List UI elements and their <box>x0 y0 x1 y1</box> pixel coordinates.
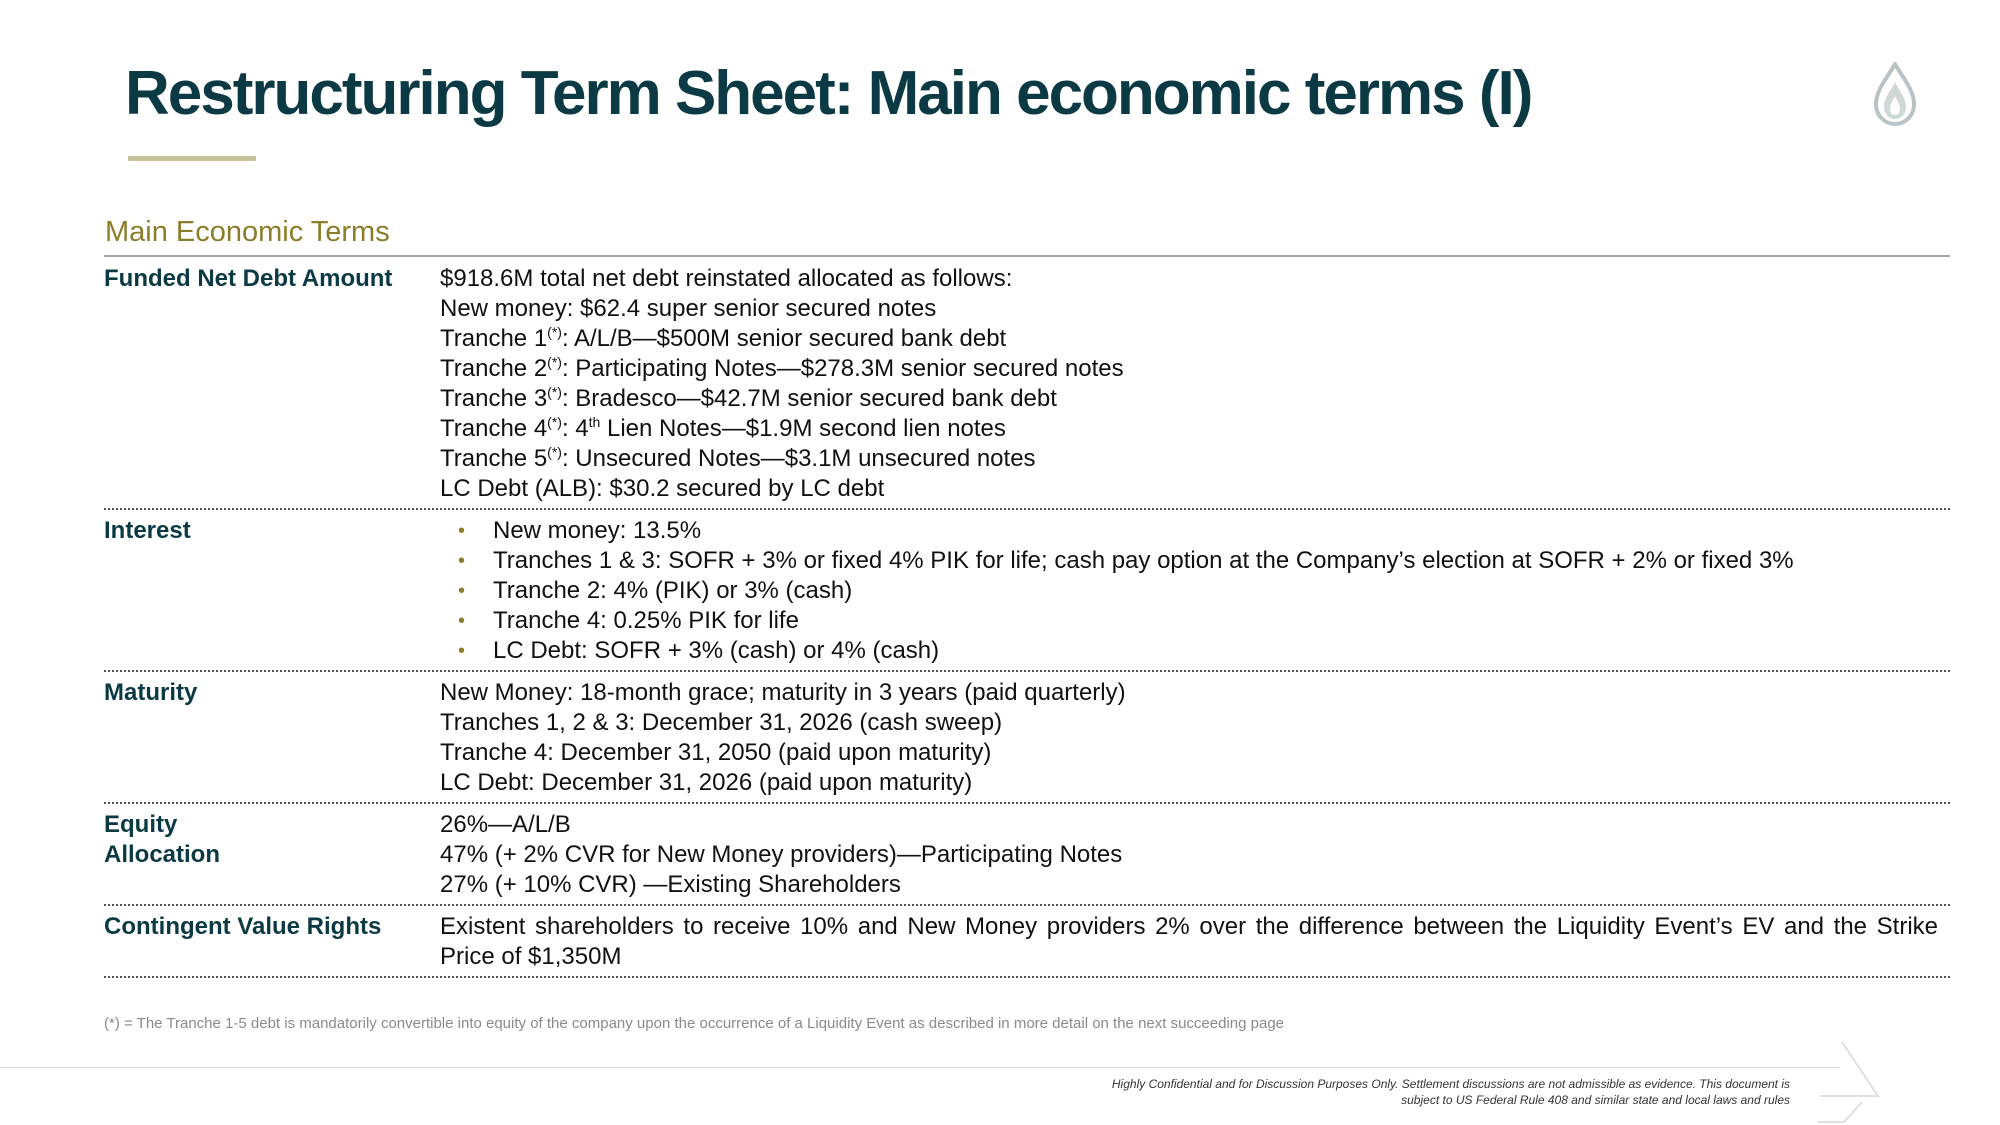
row-equity-allocation <box>104 804 1950 906</box>
row-label: Maturity <box>104 679 198 706</box>
confidentiality-disclaimer <box>1112 1076 1790 1108</box>
row-label <box>104 810 440 900</box>
bullet-text: New money: 13.5% <box>493 517 702 544</box>
list-item <box>440 546 1950 576</box>
tranche-name: Tranche 4 <box>440 415 548 442</box>
equity-line: 26%—A/L/B <box>440 811 571 838</box>
row-interest <box>104 510 1950 672</box>
tranche-name: Tranche 2 <box>440 355 548 382</box>
ordinal-suffix: th <box>588 414 601 430</box>
section-title: Main Economic Terms <box>105 216 390 248</box>
row-label: Contingent Value Rights <box>104 913 382 940</box>
row-body <box>440 810 1950 900</box>
tranche-3-line <box>440 384 1950 414</box>
bullet-text: Tranche 2: 4% (PIK) or 3% (cash) <box>493 577 853 604</box>
footnote-mark: (*) <box>547 324 562 340</box>
tranche-5-line <box>440 444 1950 474</box>
cvr-text: Existent shareholders to receive 10% and New Money providers 2% over the difference between the Liquidity Event’s EV and the Strike Price of $1,350M <box>440 913 1938 970</box>
row-contingent-value-rights <box>104 906 1950 978</box>
bullet-dot-icon: • <box>458 520 466 542</box>
list-item <box>440 606 1950 636</box>
bullet-text: Tranche 4: 0.25% PIK for life <box>493 607 799 634</box>
bullet-text: LC Debt: SOFR + 3% (cash) or 4% (cash) <box>493 637 940 664</box>
row-body <box>440 912 1950 972</box>
bullet-dot-icon: • <box>458 550 466 572</box>
label-line: Equity <box>104 811 178 838</box>
list-item <box>440 516 1950 546</box>
bullet-dot-icon: • <box>458 640 466 662</box>
disclaimer-line: Highly Confidential and for Discussion Purposes Only. Settlement discussions are not admissible as evidence. This document is <box>1111 1077 1790 1091</box>
tranche-text: : A/L/B—$500M senior secured bank debt <box>561 325 1007 352</box>
equity-line: 27% (+ 10% CVR) —Existing Shareholders <box>440 871 901 898</box>
row-body <box>440 264 1950 504</box>
list-item <box>440 636 1950 666</box>
row-maturity <box>104 672 1950 804</box>
row-funded-net-debt <box>104 258 1950 510</box>
tranche-4-line <box>440 414 1950 444</box>
section-divider <box>104 255 1950 257</box>
bullet-text: Tranches 1 & 3: SOFR + 3% or fixed 4% PIK for life; cash pay option at the Company’s election at SOFR + 2% or fixed 3% <box>493 547 1794 574</box>
disclaimer-line: subject to US Federal Rule 408 and similar state and local laws and rules <box>1401 1093 1790 1107</box>
funded-lc-debt: LC Debt (ALB): $30.2 secured by LC debt <box>440 475 885 502</box>
funded-new-money: New money: $62.4 super senior secured notes <box>440 295 937 322</box>
tranche-text-rest: Lien Notes—$1.9M second lien notes <box>600 415 1006 442</box>
chevron-outline-decoration <box>1800 1040 1900 1125</box>
maturity-line: New Money: 18-month grace; maturity in 3 years (paid quarterly) <box>440 679 1126 706</box>
tranche-text: : Unsecured Notes—$3.1M unsecured notes <box>561 445 1036 472</box>
row-label: Interest <box>104 517 191 544</box>
interest-bullet-list <box>440 516 1950 666</box>
footnote: (*) = The Tranche 1-5 debt is mandatorily convertible into equity of the company upon the occurrence of a Liquidity Event as described in more detail on the next succeeding page <box>104 1015 1285 1032</box>
list-item <box>440 576 1950 606</box>
tranche-name: Tranche 3 <box>440 385 548 412</box>
tranche-text: : 4 <box>561 415 589 442</box>
equity-line: 47% (+ 2% CVR for New Money providers)—Participating Notes <box>440 841 1123 868</box>
slide-title: Restructuring Term Sheet: Main economic terms (I) <box>125 59 1532 128</box>
row-body <box>440 678 1950 798</box>
bullet-dot-icon: • <box>458 580 466 602</box>
tranche-name: Tranche 5 <box>440 445 548 472</box>
maturity-line: Tranche 4: December 31, 2050 (paid upon maturity) <box>440 739 992 766</box>
tranche-text: : Participating Notes—$278.3M senior secured notes <box>561 355 1124 382</box>
tranche-2-line <box>440 354 1950 384</box>
maturity-line: LC Debt: December 31, 2026 (paid upon maturity) <box>440 769 973 796</box>
footer-divider <box>0 1067 1840 1068</box>
row-label: Funded Net Debt Amount <box>104 265 393 292</box>
flame-drop-logo-icon <box>1872 62 1918 126</box>
funded-intro: $918.6M total net debt reinstated allocated as follows: <box>440 265 1013 292</box>
tranche-text: : Bradesco—$42.7M senior secured bank debt <box>561 385 1057 412</box>
footnote-mark: (*) <box>547 414 562 430</box>
bullet-dot-icon: • <box>458 610 466 632</box>
tranche-name: Tranche 1 <box>440 325 548 352</box>
footnote-mark: (*) <box>547 384 562 400</box>
row-body <box>440 516 1950 666</box>
footnote-mark: (*) <box>547 444 562 460</box>
label-line: Allocation <box>104 841 221 868</box>
title-underline <box>128 156 256 161</box>
maturity-line: Tranches 1, 2 & 3: December 31, 2026 (cash sweep) <box>440 709 1003 736</box>
economic-terms-table <box>104 258 1950 978</box>
tranche-1-line <box>440 324 1950 354</box>
footnote-mark: (*) <box>547 354 562 370</box>
